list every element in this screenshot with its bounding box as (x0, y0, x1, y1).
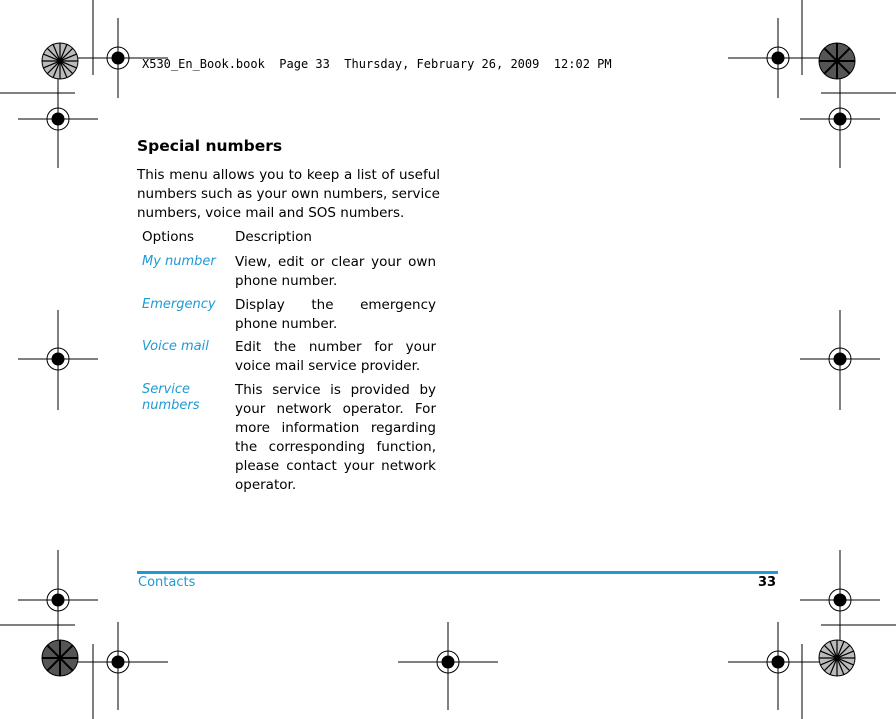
description-service-numbers: This service is provided by your network operator. For more information regarding the corresponding function, please contact your network operator. (235, 382, 436, 493)
target-icon (398, 622, 498, 710)
description-my-number: View, edit or clear your own phone number. (235, 254, 436, 289)
rosette-icon (42, 640, 78, 676)
rosette-icon (42, 43, 78, 79)
print-header: X530_En_Book.book Page 33 Thursday, February 26, 2009 12:02 PM (142, 57, 612, 71)
column-header-options: Options (142, 229, 195, 245)
target-icon (800, 310, 880, 410)
target-icon (800, 70, 880, 168)
rosette-icon (819, 640, 855, 676)
option-service-numbers: Service numbers (142, 382, 200, 413)
footer-page-number: 33 (758, 575, 777, 590)
footer-rule (137, 571, 778, 574)
target-icon (728, 622, 828, 710)
section-title: Special numbers (137, 137, 283, 155)
description-voice-mail: Edit the number for your voice mail service provider. (235, 339, 436, 374)
section-intro: This menu allows you to keep a list of useful numbers such as your own numbers, service numbers, voice mail and SOS numbers. (137, 167, 440, 221)
target-icon (728, 18, 828, 98)
option-my-number: My number (142, 254, 216, 269)
target-icon (18, 70, 98, 168)
description-emergency: Display the emergency phone number. (235, 297, 436, 332)
target-icon (68, 622, 168, 710)
target-icon (18, 310, 98, 410)
crosshair-targets (18, 18, 880, 710)
target-icon (18, 550, 98, 650)
rosette-icon (819, 43, 855, 79)
footer-chapter: Contacts (138, 575, 196, 590)
option-voice-mail: Voice mail (142, 339, 209, 354)
option-emergency: Emergency (142, 297, 216, 312)
target-icon (800, 550, 880, 650)
column-header-description: Description (235, 229, 312, 245)
